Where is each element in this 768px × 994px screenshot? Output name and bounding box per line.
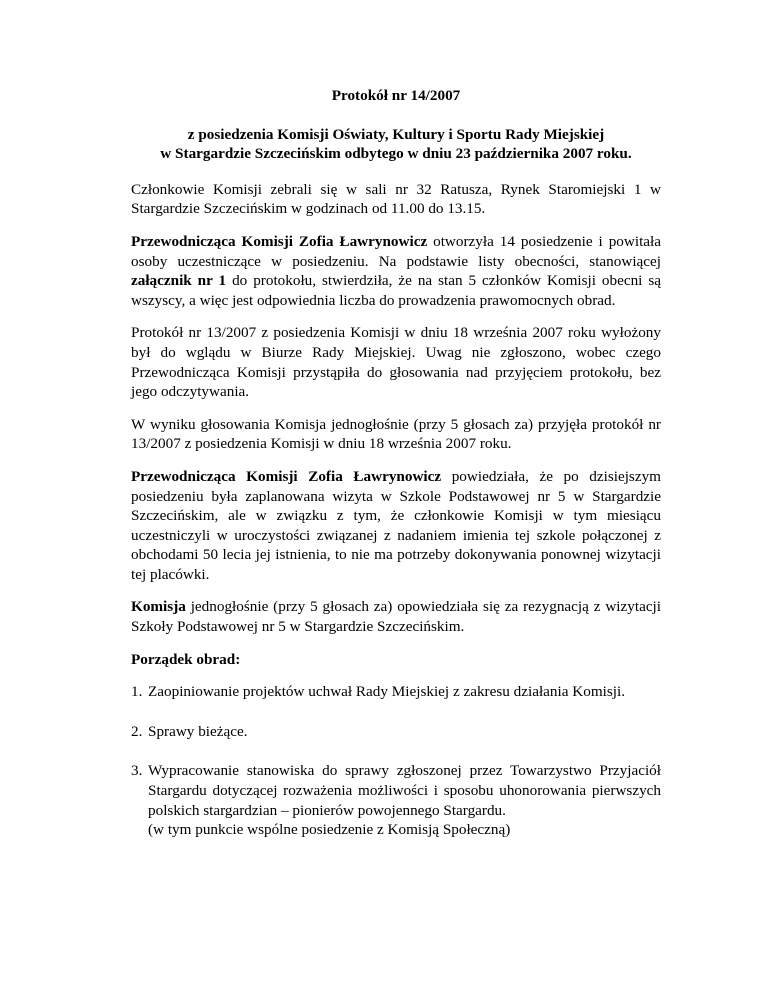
paragraph-previous-protocol: Protokół nr 13/2007 z posiedzenia Komisji w dniu 18 września 2007 roku wyłożony był do wglądu w Biurze Rady Miejskiej. Uwag nie zgłoszono, wobec czego Przewodnicząca Komisji przystąpiła do głosowania nad przyjęciem protokołu, bez jego odczytywania. [131, 324, 661, 401]
agenda-item-number: 3. [131, 762, 143, 780]
subtitle-line-1: z posiedzenia Komisji Oświaty, Kultury i Sportu Rady Miejskiej [187, 125, 605, 143]
agenda-heading: Porządek obrad: [131, 650, 241, 668]
agenda-item-3 [131, 761, 661, 839]
agenda-item-text: Sprawy bieżące. [148, 722, 248, 740]
agenda-item-2 [131, 722, 661, 742]
document-title: Protokół nr 14/2007 [331, 87, 461, 104]
agenda-item-number: 2. [131, 722, 143, 740]
chairwoman-name-2: Przewodnicząca Komisji Zofia Ławrynowicz [131, 467, 442, 485]
paragraph-commission-decision [131, 597, 661, 636]
commission-label: Komisja [131, 598, 186, 616]
paragraph-opening [131, 232, 661, 310]
attachment-reference: załącznik nr 1 [131, 272, 227, 290]
document-subtitle [131, 125, 661, 164]
paragraph-opening-text-1: otworzyła 14 posiedzenie i powitała osoby uczestniczące w posiedzeniu. Na podstawie listy obecności, stanowiącej [131, 232, 661, 270]
agenda-item-note: (w tym punkcie wspólne posiedzenie z Komisją Społeczną) [148, 821, 511, 839]
paragraph-vote-result: W wyniku głosowania Komisja jednogłośnie (przy 5 głosach za) przyjęła protokół nr 13/2007 z posiedzenia Komisji w dniu 18 września 2007 roku. [131, 415, 661, 453]
paragraph-school-visit [131, 467, 661, 585]
paragraph-meeting-place: Członkowie Komisji zebrali się w sali nr 32 Ratusza, Rynek Staromiejski 1 w Stargardzie Szczecińskim w godzinach od 11.00 do 13.15. [131, 180, 661, 218]
paragraph-commission-decision-text: jednogłośnie (przy 5 głosach za) opowiedziała się za rezygnacją z wizytacji Szkoły Podstawowej nr 5 w Stargardzie Szczecińskim. [131, 598, 661, 636]
agenda-item-text: Wypracowanie stanowiska do sprawy zgłoszonej przez Towarzystwo Przyjaciół Stargardu dotyczącej rozważenia możliwości i sposobu uhonorowania pierwszych polskich stargardzian – pionierów powojennego Stargardu. [148, 762, 661, 819]
chairwoman-name: Przewodnicząca Komisji Zofia Ławrynowicz [131, 232, 428, 250]
document-page [131, 86, 661, 860]
paragraph-opening-text-2: do protokołu, stwierdziła, że na stan 5 członków Komisji obecni są wszyscy, a więc jest odpowiednia liczba do prowadzenia prawomocnych obrad. [131, 272, 662, 309]
agenda-list [131, 682, 661, 840]
agenda-item-text: Zaopiniowanie projektów uchwał Rady Miejskiej z zakresu działania Komisji. [148, 683, 626, 701]
subtitle-line-2: w Stargardzie Szczecińskim odbytego w dniu 23 października 2007 roku. [160, 145, 632, 163]
agenda-item-number: 1. [131, 683, 143, 701]
agenda-item-1 [131, 682, 661, 702]
paragraph-school-visit-text: powiedziała, że po dzisiejszym posiedzeniu była zaplanowana wizyta w Szkole Podstawowej nr 5 w Stargardzie Szczecińskim, ale w związku z tym, że członkowie Komisji w tym miesiącu uczestniczyli w uroczystości związanej z nadaniem imienia tej szkole połączonej z obchodami 50 lecia jej istnienia, to nie ma potrzeby dokonywania ponownej wizytacji tej placówki. [131, 467, 661, 583]
